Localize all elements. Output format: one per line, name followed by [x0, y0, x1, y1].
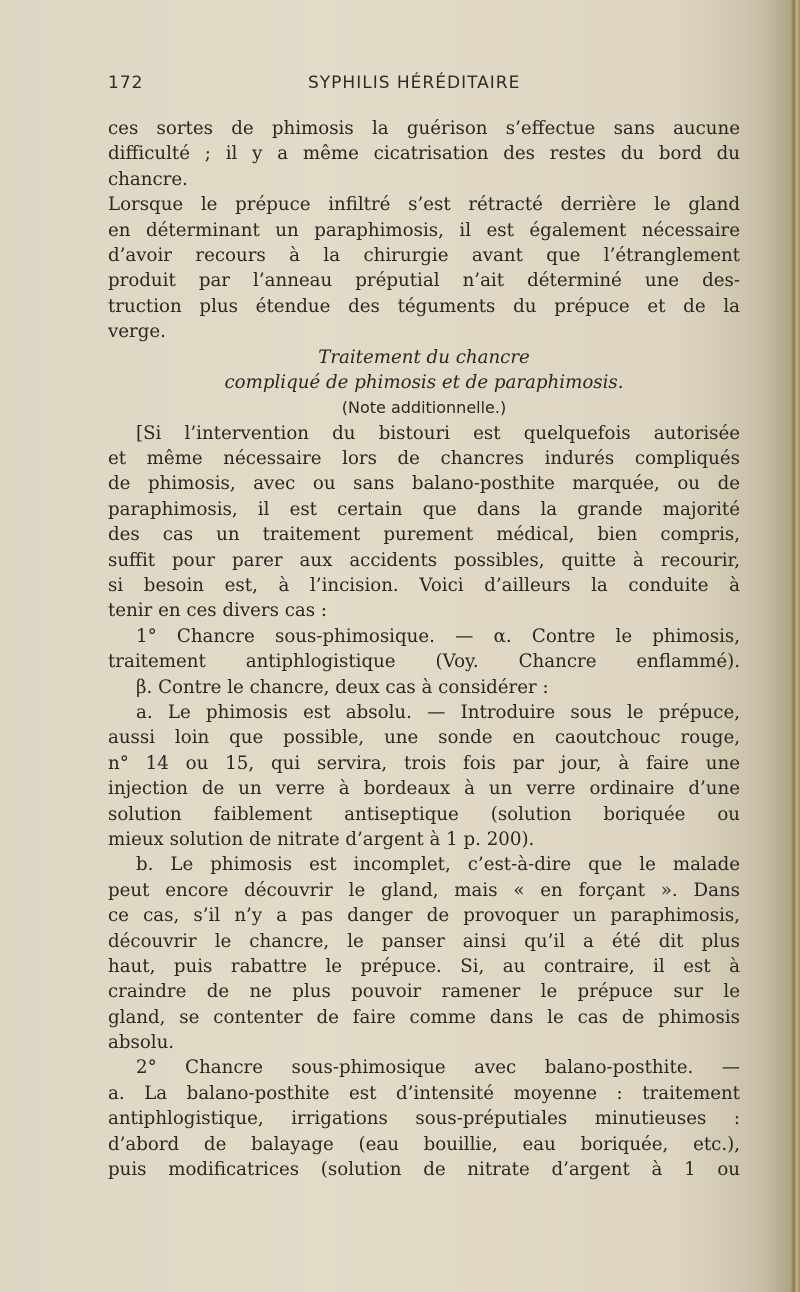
- text-line: suffit pour parer aux accidents possibles, quitte à recourir,: [108, 549, 740, 571]
- text-line: Lorsque le prépuce infiltré s’est rétracté derrière le gland: [108, 194, 740, 216]
- text-line: d’avoir recours à la chirurgie avant que l’étranglement: [108, 244, 740, 266]
- text-line: ces sortes de phimosis la guérison s’effectue sans aucune: [108, 118, 740, 139]
- text-line: craindre de ne plus pouvoir ramener le prépuce sur le: [108, 981, 740, 1003]
- text-line: traitement antiphlogistique (Voy. Chancre enflammé).: [108, 651, 740, 673]
- text-line: a. Le phimosis est absolu. — Introduire sous le prépuce,: [136, 701, 740, 723]
- text-line: verge.: [108, 321, 166, 343]
- running-header: [108, 73, 740, 99]
- text-line: découvrir le chancre, le panser ainsi qu’il a été dit plus: [108, 930, 740, 952]
- text-line: chancre.: [108, 168, 188, 190]
- text-line: solution faiblement antiseptique (solution boriquée ou: [108, 803, 740, 825]
- text-line: truction plus étendue des téguments du prépuce et de la: [108, 295, 740, 317]
- text-line: β. Contre le chancre, deux cas à considérer :: [136, 676, 549, 698]
- text-line: n° 14 ou 15, qui servira, trois fois par jour, à faire une: [108, 752, 740, 774]
- text-line: 1° Chancre sous-phimosique. — α. Contre le phimosis,: [136, 625, 740, 647]
- section-note: (Note additionnelle.): [341, 398, 507, 418]
- text-line: difficulté ; il y a même cicatrisation des restes du bord du: [108, 143, 740, 165]
- text-line: produit par l’anneau préputial n’ait déterminé une des-: [108, 270, 740, 292]
- text-line: puis modificatrices (solution de nitrate d’argent à 1 ou: [108, 1159, 740, 1181]
- text-line: 2° Chancre sous-phimosique avec balano-posthite. —: [136, 1057, 740, 1079]
- text-line: aussi loin que possible, une sonde en caoutchouc rouge,: [108, 727, 740, 749]
- text-line: mieux solution de nitrate d’argent à 1 p. 200).: [108, 828, 535, 850]
- text-line: paraphimosis, il est certain que dans la grande majorité: [108, 498, 740, 520]
- body-text: [108, 116, 740, 1182]
- text-line: en déterminant un paraphimosis, il est également nécessaire: [108, 219, 740, 241]
- text-line: gland, se contenter de faire comme dans le cas de phimosis: [108, 1006, 740, 1028]
- text-line: peut encore découvrir le gland, mais « en forçant ». Dans: [108, 879, 740, 901]
- running-title: SYPHILIS HÉRÉDITAIRE: [308, 73, 521, 93]
- text-line: d’abord de balayage (eau bouillie, eau boriquée, etc.),: [108, 1133, 740, 1155]
- text-line: b. Le phimosis est incomplet, c’est-à-dire que le malade: [136, 854, 740, 876]
- text-line: de phimosis, avec ou sans balano-posthite marquée, ou de: [108, 473, 740, 495]
- text-line: des cas un traitement purement médical, bien compris,: [108, 524, 740, 546]
- text-line: a. La balano-posthite est d’intensité moyenne : traitement: [108, 1082, 740, 1104]
- section-heading: compliqué de phimosis et de paraphimosis.: [224, 371, 624, 393]
- text-line: ce cas, s’il n’y a pas danger de provoquer un paraphimosis,: [108, 905, 740, 927]
- section-heading: Traitement du chancre: [318, 346, 530, 368]
- text-line: absolu.: [108, 1032, 175, 1054]
- page-edge: [790, 0, 800, 1292]
- text-line: et même nécessaire lors de chancres indurés compliqués: [108, 448, 740, 470]
- text-line: [Si l’intervention du bistouri est quelquefois autorisée: [136, 422, 740, 444]
- text-line: tenir en ces divers cas :: [108, 600, 327, 622]
- text-line: injection de un verre à bordeaux à un verre ordinaire d’une: [108, 778, 740, 800]
- text-line: si besoin est, à l’incision. Voici d’ailleurs la conduite à: [108, 575, 740, 597]
- text-line: antiphlogistique, irrigations sous-préputiales minutieuses :: [108, 1108, 740, 1130]
- page-number: 172: [108, 73, 144, 93]
- text-line: haut, puis rabattre le prépuce. Si, au contraire, il est à: [108, 955, 740, 977]
